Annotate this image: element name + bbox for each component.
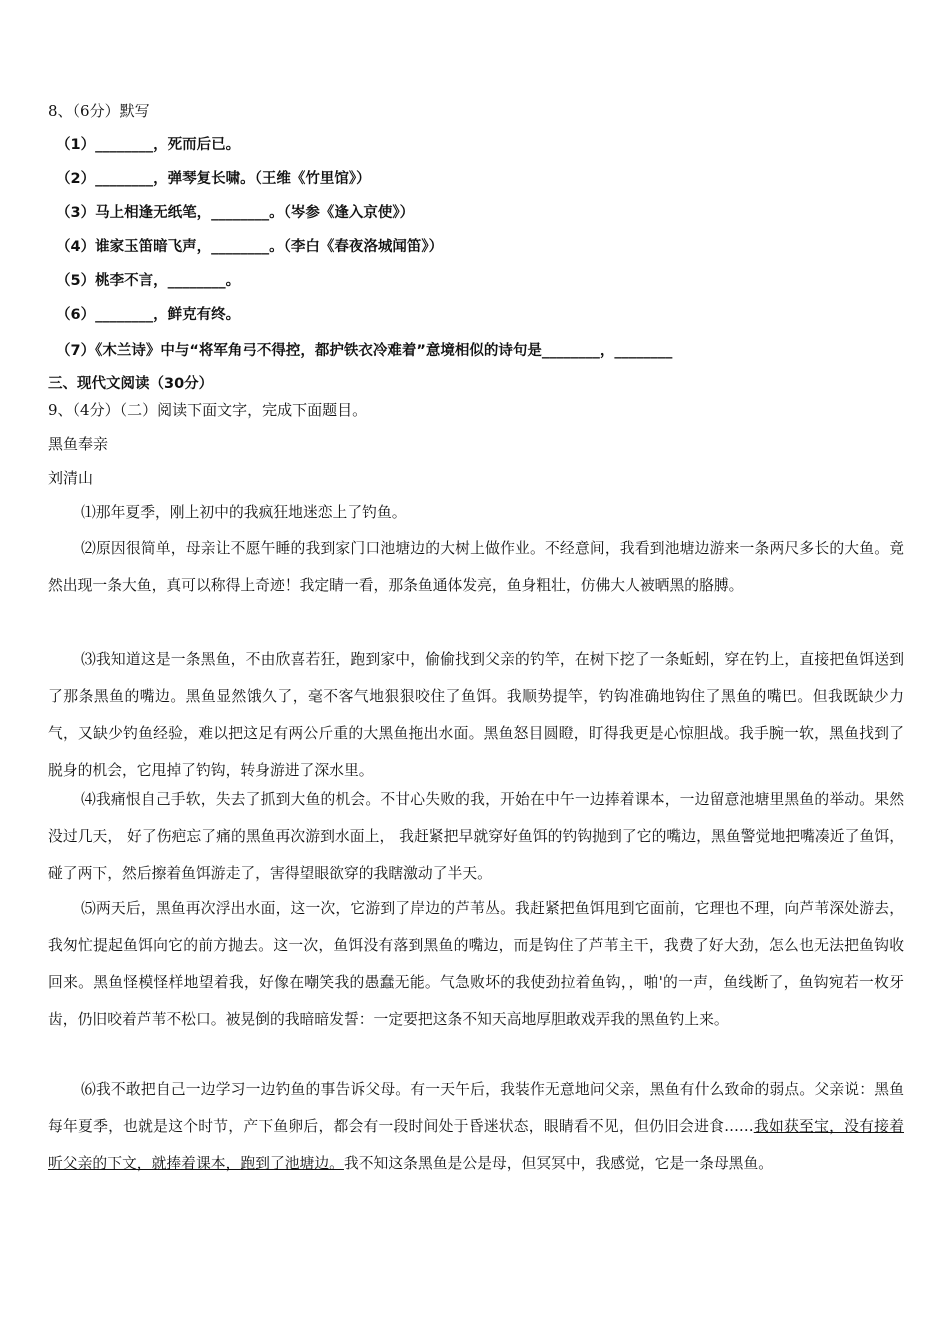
paragraph-6-text: ⑹我不敢把自己一边学习一边钓鱼的事告诉父母。有一天午后，我装作无意地问父亲，黑鱼有什么致命的弱点。父亲说：黑鱼每年夏季，也就是这个时节，产下鱼卵后，都会有一段时间处于昏迷状态，眼睛看不见，但仍旧会进食…… [48, 1081, 904, 1135]
q8-item-2: （2）________，弹琴复长啸。（王维《竹里馆》） [56, 171, 371, 187]
q8-item-1: （1）________，死而后已。 [56, 137, 241, 153]
paragraph-4: ⑷我痛恨自己手软，失去了抓到大鱼的机会。不甘心失败的我，开始在中午一边捧着课本，一边留意池塘里黑鱼的举动。果然没过几天， 好了伤疤忘了痛的黑鱼再次游到水面上， 我赶紧把早就穿好鱼饵的钓钩抛到了它的嘴边，黑鱼警觉地把嘴凑近了鱼饵，碰了两下，然后擦着鱼饵游走了，害得望眼欲穿的我瞎激动了半天。 [48, 791, 904, 882]
paragraph-5: ⑸两天后，黑鱼再次浮出水面，这一次，它游到了岸边的芦苇丛。我赶紧把鱼饵甩到它面前，它理也不理，向芦苇深处游去，我匆忙提起鱼饵向它的前方抛去。这一次，鱼饵没有落到黑鱼的嘴边，而是钩住了芦苇主干，我费了好大劲，怎么也无法把鱼钩收回来。黑鱼怪模怪样地望着我，好像在嘲笑我的愚蠢无能。气急败坏的我使劲拉着鱼钩，，啪'的一声，鱼线断了，鱼钩宛若一枚牙齿，仍旧咬着芦苇不松口。被晃倒的我暗暗发誓：一定要把这条不知天高地厚胆敢戏弄我的黑鱼钓上来。 [48, 900, 904, 1028]
paragraph-3: ⑶我知道这是一条黑鱼，不由欣喜若狂，跑到家中，偷偷找到父亲的钓竿，在树下挖了一条蚯蚓，穿在钓上，直接把鱼饵送到了那条黑鱼的嘴边。黑鱼显然饿久了，毫不客气地狠狠咬住了鱼饵。我顺势提竿，钓钩准确地钩住了黑鱼的嘴巴。但我既缺少力气，又缺少钓鱼经验，难以把这足有两公斤重的大黑鱼拖出水面。黑鱼怒目圆瞪，盯得我更是心惊胆战。我手腕一软，黑鱼找到了脱身的机会，它甩掉了钓钩，转身游进了深水里。 [48, 651, 904, 779]
q8-item-4: （4）谁家玉笛暗飞声，________。（李白《春夜洛城闻笛》） [56, 239, 444, 255]
paragraph-1: ⑴那年夏季，刚上初中的我疯狂地迷恋上了钓鱼。 [81, 504, 407, 521]
question-8-title: 8、（6分）默写 [48, 102, 150, 120]
q8-item-7: （7）《木兰诗》中与“将军角弓不得控，都护铁衣冷难着”意境相似的诗句是________，________ [56, 343, 673, 359]
q8-item-5: （5）桃李不言，________。 [56, 273, 241, 289]
question-9-title: 9、（4分）（二）阅读下面文字，完成下面题目。 [48, 401, 368, 419]
underlined-sentence: 我如获至宝，没有接着听父亲的下文，就捧着课本，跑到了池塘边。 [48, 1118, 904, 1172]
q8-item-6: （6）________，鲜克有终。 [56, 307, 241, 323]
article-author: 刘清山 [48, 469, 94, 487]
q8-item-3: （3）马上相逢无纸笔，________。（岑参《逢入京使》） [56, 205, 415, 221]
section-3-heading: 三、现代文阅读（30分） [48, 376, 214, 392]
paragraph-2: ⑵原因很简单，母亲让不愿午睡的我到家门口池塘边的大树上做作业。不经意间，我看到池塘边游来一条两尺多长的大鱼。竟然出现一条大鱼，真可以称得上奇迹！我定睛一看，那条鱼通体发亮，鱼身粗壮，仿佛大人被晒黑的胳膊。 [48, 540, 904, 594]
paragraph-6 [48, 1071, 904, 1182]
article-title: 黑鱼奉亲 [48, 435, 109, 453]
paragraph-6-tail: 我不知这条黑鱼是公是母，但冥冥中，我感觉，它是一条母黑鱼。 [343, 1155, 774, 1172]
